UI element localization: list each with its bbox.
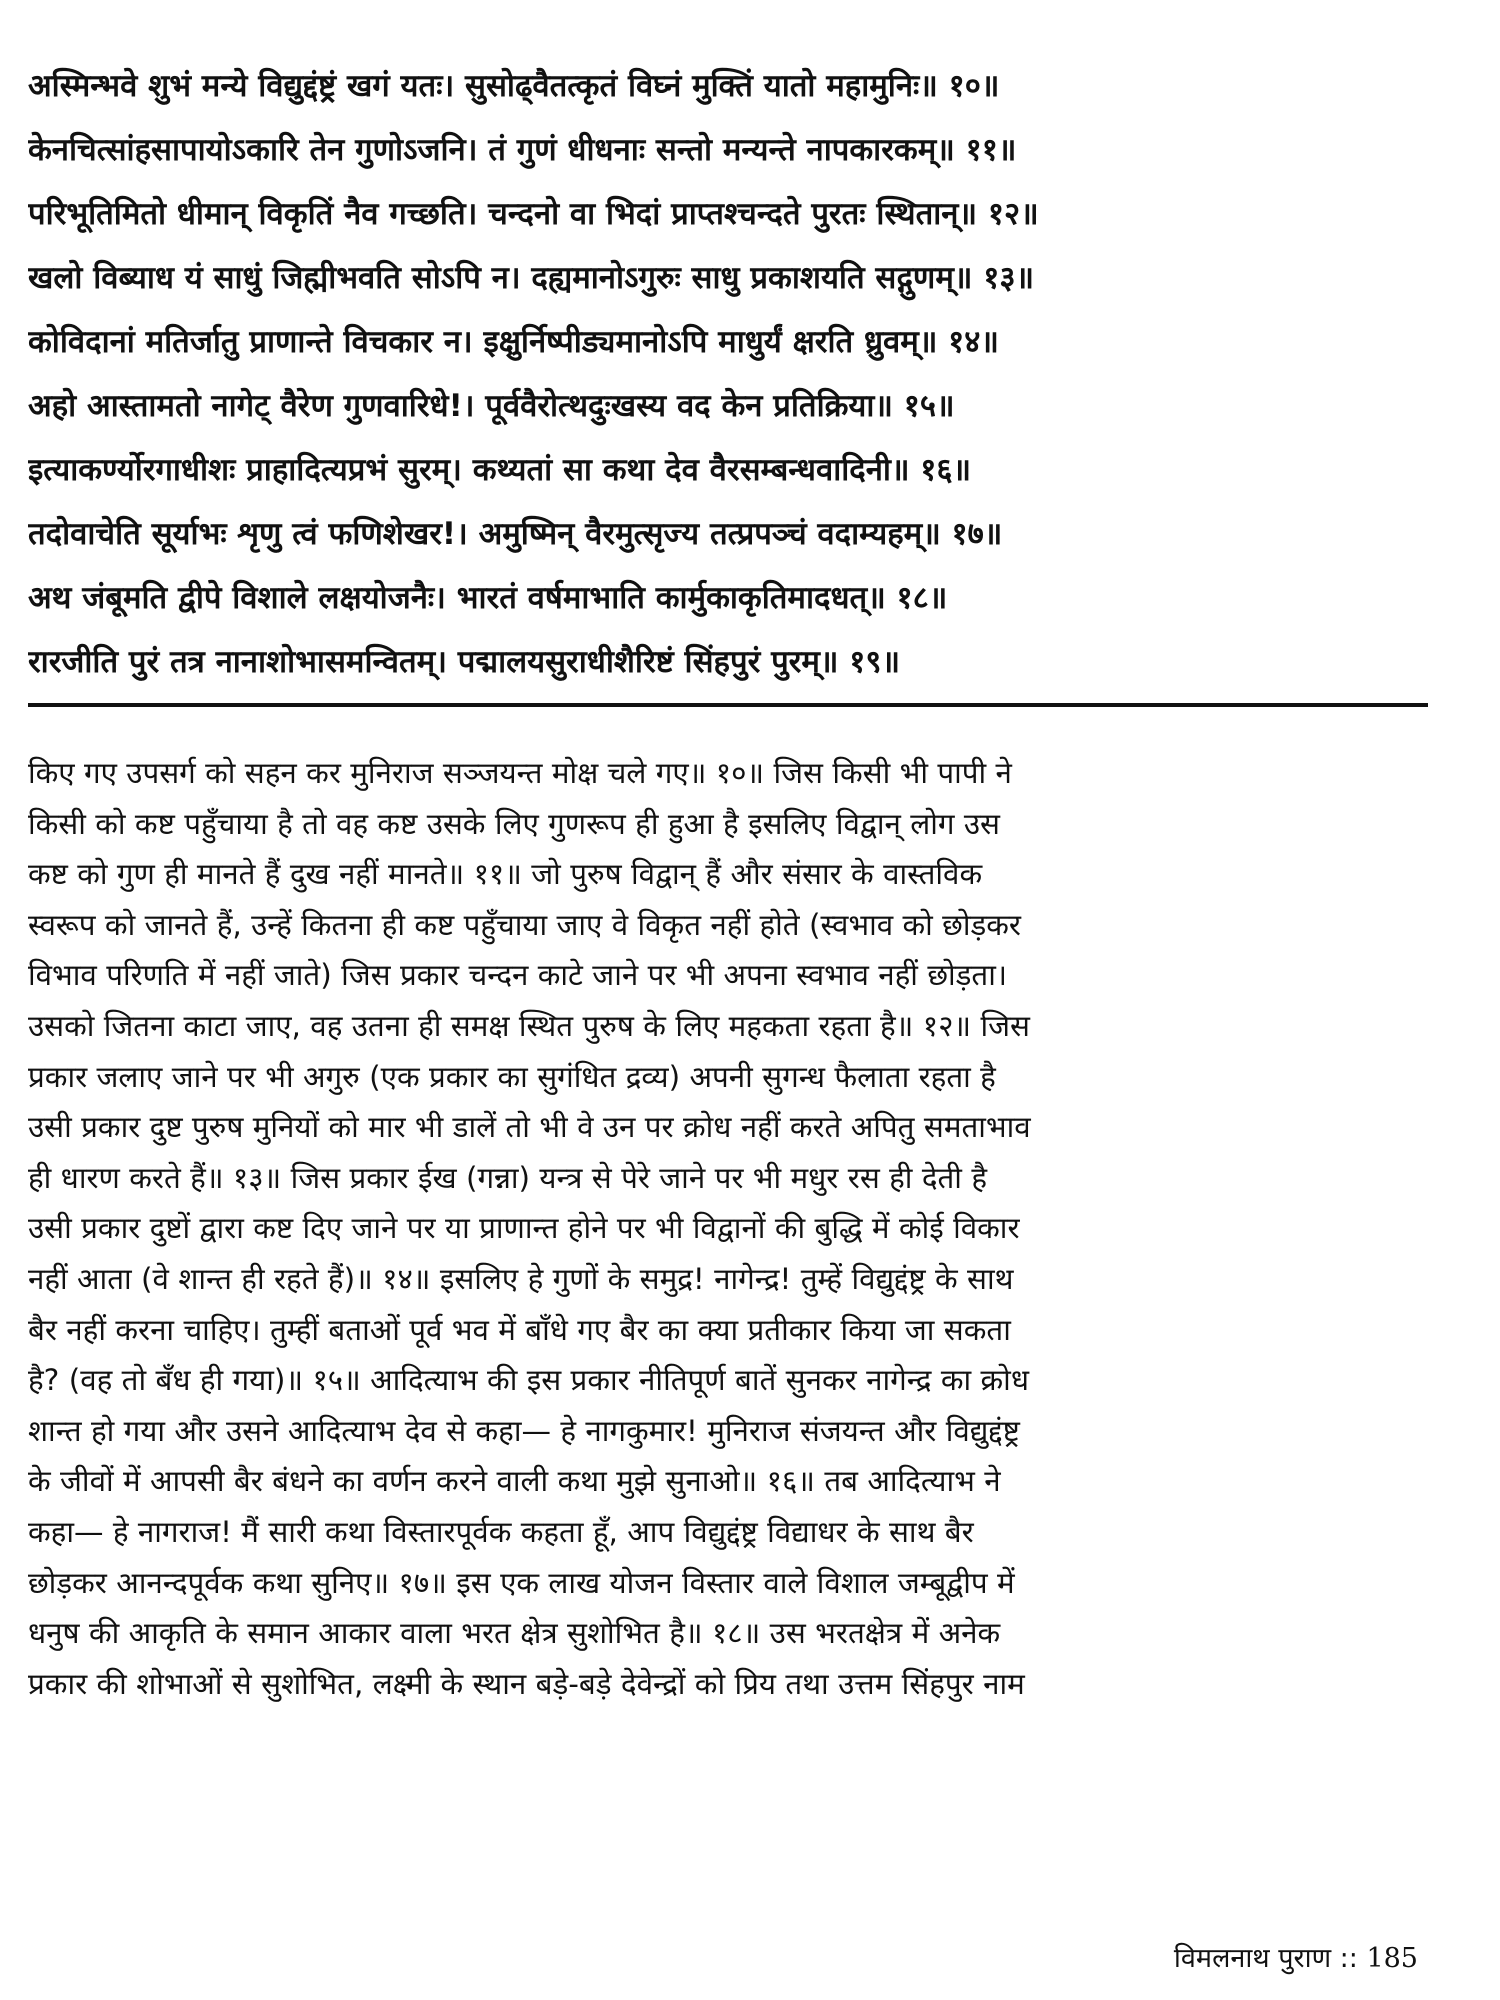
translation-line: स्वरूप को जानते हैं, उन्हें कितना ही कष्ट पहुँचाया जाए वे विकृत नहीं होते (स्वभाव को छोड़कर — [28, 907, 1021, 942]
page-footer — [1174, 1938, 1418, 1975]
verse-line: अहो आस्तामतो नागेट् वैरेण गुणवारिधे!। पूर्ववैरोत्थदुःखस्य वद केन प्रतिक्रिया॥ १५॥ — [28, 388, 955, 424]
book-title: विमलनाथ पुराण — [1173, 1943, 1332, 1974]
translation-line: नहीं आता (वे शान्त ही रहते हैं)॥ १४॥ इसलिए हे गुणों के समुद्र! नागेन्द्र! तुम्हें विद्युद्दंष्ट्र के साथ — [28, 1261, 1014, 1296]
verse-line: अस्मिन्भवे शुभं मन्ये विद्युद्दंष्ट्रं खगं यतः। सुसोढ्वैतत्कृतं विघ्नं मुक्तिं यातो महामुनिः॥ १०॥ — [28, 68, 1000, 104]
translation-line: किसी को कष्ट पहुँचाया है तो वह कष्ट उसके लिए गुणरूप ही हुआ है इसलिए विद्वान् लोग उस — [28, 806, 1000, 841]
translation-line: उसी प्रकार दुष्टों द्वारा कष्ट दिए जाने पर या प्राणान्त होने पर भी विद्वानों की बुद्धि में कोई विकार — [28, 1211, 1020, 1246]
section-divider — [28, 703, 1428, 707]
sanskrit-verses — [28, 54, 1428, 694]
verse-line: कोविदानां मतिर्जातु प्राणान्ते विचकार न। इक्षुर्निष्पीड्यमानोऽपि माधुर्यं क्षरति ध्रुवम्॥ १४॥ — [28, 324, 999, 360]
verse-line: रारजीति पुरं तत्र नानाशोभासमन्वितम्। पद्मालयसुराधीशैरिष्टं सिंहपुरं पुरम्॥ १९॥ — [28, 644, 901, 680]
translation-line: उसको जितना काटा जाए, वह उतना ही समक्ष स्थित पुरुष के लिए महकता रहता है॥ १२॥ जिस — [28, 1008, 1030, 1043]
verse-line: परिभूतिमितो धीमान् विकृतिं नैव गच्छति। चन्दनो वा भिदां प्राप्तश्चन्दते पुरतः स्थितान्॥ १२॥ — [28, 196, 1039, 232]
verse-line: तदोवाचेति सूर्याभः शृणु त्वं फणिशेखर!। अमुष्मिन् वैरमुत्सृज्य तत्प्रपञ्चं वदाम्यहम्॥ १७॥ — [28, 516, 1003, 552]
translation-line: है? (वह तो बँध ही गया)॥ १५॥ आदित्याभ की इस प्रकार नीतिपूर्ण बातें सुनकर नागेन्द्र का क्रोध — [28, 1363, 1029, 1398]
verse-line: केनचित्सांहसापायोऽकारि तेन गुणोऽजनि। तं गुणं धीधनाः सन्तो मन्यन्ते नापकारकम्॥ ११॥ — [28, 132, 1017, 168]
footer-separator: :: — [1331, 1943, 1367, 1974]
verse-line: अथ जंबूमति द्वीपे विशाले लक्षयोजनैः। भारतं वर्षमाभाति कार्मुकाकृतिमादधत्॥ १८॥ — [28, 580, 948, 616]
hindi-translation — [28, 748, 1438, 1709]
translation-line: प्रकार की शोभाओं से सुशोभित, लक्ष्मी के स्थान बड़े-बड़े देवेन्द्रों को प्रिय तथा उत्तम सिंहपुर नाम — [28, 1666, 1025, 1701]
translation-line: के जीवों में आपसी बैर बंधने का वर्णन करने वाली कथा मुझे सुनाओ॥ १६॥ तब आदित्याभ ने — [28, 1464, 1001, 1499]
verse-line: इत्याकर्ण्योरगाधीशः प्राहादित्यप्रभं सुरम्। कथ्यतां सा कथा देव वैरसम्बन्धवादिनी॥ १६॥ — [28, 452, 972, 488]
translation-line: छोड़कर आनन्दपूर्वक कथा सुनिए॥ १७॥ इस एक लाख योजन विस्तार वाले विशाल जम्बूद्वीप में — [28, 1565, 1015, 1600]
translation-line: धनुष की आकृति के समान आकार वाला भरत क्षेत्र सुशोभित है॥ १८॥ उस भरतक्षेत्र में अनेक — [28, 1616, 1001, 1651]
translation-line: उसी प्रकार दुष्ट पुरुष मुनियों को मार भी डालें तो भी वे उन पर क्रोध नहीं करते अपितु समताभाव — [28, 1110, 1031, 1145]
translation-line: किए गए उपसर्ग को सहन कर मुनिराज सञ्जयन्त मोक्ष चले गए॥ १०॥ जिस किसी भी पापी ने — [28, 756, 1012, 790]
translation-line: शान्त हो गया और उसने आदित्याभ देव से कहा— हे नागकुमार! मुनिराज संजयन्त और विद्युद्दंष्ट्र — [28, 1413, 1020, 1448]
translation-line: कष्ट को गुण ही मानते हैं दुख नहीं मानते॥ ११॥ जो पुरुष विद्वान् हैं और संसार के वास्तविक — [28, 857, 983, 892]
translation-line: कहा— हे नागराज! मैं सारी कथा विस्तारपूर्वक कहता हूँ, आप विद्युद्दंष्ट्र विद्याधर के साथ बैर — [28, 1514, 974, 1549]
page-number: 185 — [1366, 1943, 1418, 1974]
translation-line: बैर नहीं करना चाहिए। तुम्हीं बताओं पूर्व भव में बाँधे गए बैर का क्या प्रतीकार किया जा सकता — [28, 1312, 1011, 1347]
translation-line: विभाव परिणति में नहीं जाते) जिस प्रकार चन्दन काटे जाने पर भी अपना स्वभाव नहीं छोड़ता। — [28, 958, 1008, 993]
verse-line: खलो विब्याध यं साधुं जिह्मीभवति सोऽपि न। दह्यमानोऽगुरुः साधु प्रकाशयति सद्गुणम्॥ १३॥ — [28, 260, 1035, 296]
translation-line: प्रकार जलाए जाने पर भी अगुरु (एक प्रकार का सुगंधित द्रव्य) अपनी सुगन्ध फैलाता रहता है — [28, 1059, 996, 1094]
translation-line: ही धारण करते हैं॥ १३॥ जिस प्रकार ईख (गन्ना) यन्त्र से पेरे जाने पर भी मधुर रस ही देती है — [28, 1160, 987, 1195]
